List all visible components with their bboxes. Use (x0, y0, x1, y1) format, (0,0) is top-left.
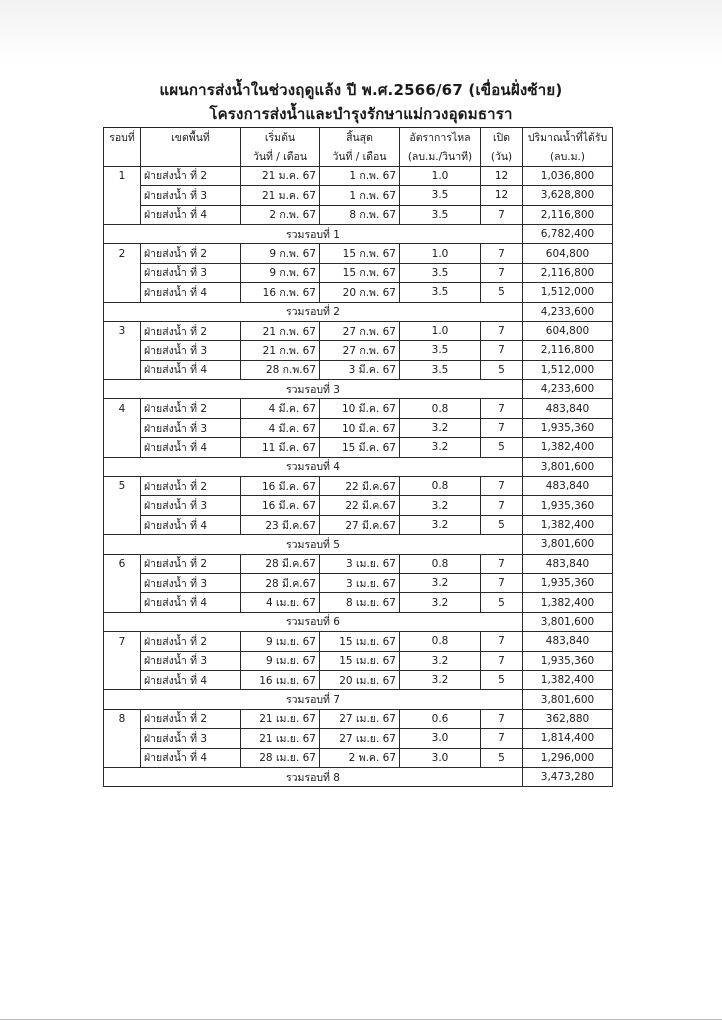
flow-rate-cell: 1.0 (400, 166, 481, 185)
end-date-cell: 3 มี.ค. 67 (320, 360, 400, 379)
volume-cell: 3,628,800 (523, 186, 613, 205)
start-date-cell: 21 เม.ย. 67 (241, 709, 320, 728)
end-date-cell: 20 ก.พ. 67 (320, 283, 400, 302)
scan-edge (0, 1019, 722, 1020)
flow-rate-cell: 3.0 (400, 729, 481, 748)
open-days-cell: 7 (481, 244, 523, 263)
start-date-cell: 2 ก.พ. 67 (241, 205, 320, 224)
end-date-cell: 8 ก.พ. 67 (320, 205, 400, 224)
flow-rate-cell: 0.8 (400, 477, 481, 496)
end-date-cell: 22 มี.ค.67 (320, 477, 400, 496)
header-rate: อัตราการไหล (400, 128, 481, 147)
open-days-cell: 5 (481, 283, 523, 302)
start-date-cell: 4 มี.ค. 67 (241, 418, 320, 437)
table-row (104, 321, 613, 340)
table-row (104, 748, 613, 767)
round-total-label: รวมรอบที่ 7 (104, 690, 523, 709)
table-row (104, 244, 613, 263)
round-number-blank (104, 341, 141, 360)
start-date-cell: 4 เม.ย. 67 (241, 593, 320, 612)
volume-cell: 604,800 (523, 244, 613, 263)
end-date-cell: 2 พ.ค. 67 (320, 748, 400, 767)
table-row (104, 651, 613, 670)
round-number-blank (104, 263, 141, 282)
start-date-cell: 21 ม.ค. 67 (241, 186, 320, 205)
table-row (104, 554, 613, 573)
open-days-cell: 5 (481, 515, 523, 534)
area-cell: ฝ่ายส่งน้ำ ที่ 3 (141, 729, 241, 748)
round-total-label: รวมรอบที่ 3 (104, 380, 523, 399)
flow-rate-cell: 3.2 (400, 651, 481, 670)
area-cell: ฝ่ายส่งน้ำ ที่ 2 (141, 399, 241, 418)
table-row (104, 573, 613, 592)
round-total-value: 4,233,600 (523, 302, 613, 321)
end-date-cell: 27 เม.ย. 67 (320, 709, 400, 728)
start-date-cell: 9 ก.พ. 67 (241, 263, 320, 282)
table-body (104, 166, 613, 787)
volume-cell: 1,512,000 (523, 360, 613, 379)
table-row (104, 632, 613, 651)
area-cell: ฝ่ายส่งน้ำ ที่ 2 (141, 554, 241, 573)
volume-cell: 2,116,800 (523, 263, 613, 282)
area-cell: ฝ่ายส่งน้ำ ที่ 4 (141, 593, 241, 612)
flow-rate-cell: 3.0 (400, 748, 481, 767)
header-round: รอบที่ (104, 128, 141, 147)
start-date-cell: 16 เม.ย. 67 (241, 670, 320, 689)
table-row (104, 593, 613, 612)
table-row (104, 205, 613, 224)
open-days-cell: 7 (481, 263, 523, 282)
open-days-cell: 7 (481, 205, 523, 224)
round-total-row (104, 690, 613, 709)
open-days-cell: 7 (481, 477, 523, 496)
document-subtitle: โครงการส่งน้ำและบำรุงรักษาแม่กวงอุดมธารา (209, 105, 513, 123)
round-total-row (104, 767, 613, 786)
round-total-value: 6,782,400 (523, 224, 613, 243)
volume-cell: 483,840 (523, 399, 613, 418)
start-date-cell: 23 มี.ค.67 (241, 515, 320, 534)
end-date-cell: 3 เม.ย. 67 (320, 573, 400, 592)
area-cell: ฝ่ายส่งน้ำ ที่ 3 (141, 418, 241, 437)
start-date-cell: 9 เม.ย. 67 (241, 651, 320, 670)
header-rate-unit: (ลบ.ม./วินาที) (400, 147, 481, 166)
end-date-cell: 27 มี.ค.67 (320, 515, 400, 534)
round-number-blank (104, 651, 141, 670)
round-total-row (104, 457, 613, 476)
round-number: 4 (104, 399, 141, 418)
start-date-cell: 16 ก.พ. 67 (241, 283, 320, 302)
round-total-row (104, 380, 613, 399)
table-row (104, 438, 613, 457)
open-days-cell: 7 (481, 399, 523, 418)
volume-cell: 1,935,360 (523, 651, 613, 670)
area-cell: ฝ่ายส่งน้ำ ที่ 2 (141, 709, 241, 728)
round-total-label: รวมรอบที่ 8 (104, 767, 523, 786)
flow-rate-cell: 3.2 (400, 496, 481, 515)
volume-cell: 1,512,000 (523, 283, 613, 302)
flow-rate-cell: 3.2 (400, 593, 481, 612)
start-date-cell: 28 ก.พ.67 (241, 360, 320, 379)
open-days-cell: 7 (481, 496, 523, 515)
area-cell: ฝ่ายส่งน้ำ ที่ 4 (141, 205, 241, 224)
table-row (104, 670, 613, 689)
round-number-blank (104, 748, 141, 767)
flow-rate-cell: 0.8 (400, 399, 481, 418)
round-total-row (104, 612, 613, 631)
document-title: แผนการส่งน้ำในช่วงฤดูแล้ง ปี พ.ศ.2566/67 (เขื่อนฝั่งซ้าย) (159, 81, 563, 99)
end-date-cell: 1 ก.พ. 67 (320, 166, 400, 185)
round-number-blank (104, 186, 141, 205)
header-row-top (104, 128, 613, 147)
area-cell: ฝ่ายส่งน้ำ ที่ 3 (141, 496, 241, 515)
header-row-bottom (104, 147, 613, 166)
round-number-blank (104, 205, 141, 224)
header-start: เริ่มต้น (241, 128, 320, 147)
round-number-blank (104, 283, 141, 302)
round-total-label: รวมรอบที่ 5 (104, 535, 523, 554)
scan-shading (0, 0, 722, 60)
open-days-cell: 7 (481, 632, 523, 651)
flow-rate-cell: 3.2 (400, 418, 481, 437)
flow-rate-cell: 3.5 (400, 283, 481, 302)
open-days-cell: 5 (481, 360, 523, 379)
table-row (104, 166, 613, 185)
round-total-value: 4,233,600 (523, 380, 613, 399)
end-date-cell: 20 เม.ย. 67 (320, 670, 400, 689)
start-date-cell: 9 ก.พ. 67 (241, 244, 320, 263)
open-days-cell: 7 (481, 554, 523, 573)
flow-rate-cell: 1.0 (400, 244, 481, 263)
end-date-cell: 27 ก.พ. 67 (320, 321, 400, 340)
volume-cell: 483,840 (523, 632, 613, 651)
volume-cell: 1,036,800 (523, 166, 613, 185)
round-total-value: 3,801,600 (523, 535, 613, 554)
volume-cell: 1,382,400 (523, 670, 613, 689)
open-days-cell: 7 (481, 321, 523, 340)
flow-rate-cell: 3.2 (400, 573, 481, 592)
round-number: 5 (104, 477, 141, 496)
end-date-cell: 22 มี.ค.67 (320, 496, 400, 515)
end-date-cell: 1 ก.พ. 67 (320, 186, 400, 205)
round-total-value: 3,473,280 (523, 767, 613, 786)
table-row (104, 186, 613, 205)
start-date-cell: 16 มี.ค. 67 (241, 496, 320, 515)
round-total-value: 3,801,600 (523, 690, 613, 709)
table-row (104, 515, 613, 534)
table-row (104, 729, 613, 748)
round-number-blank (104, 573, 141, 592)
area-cell: ฝ่ายส่งน้ำ ที่ 2 (141, 477, 241, 496)
round-number: 3 (104, 321, 141, 340)
start-date-cell: 21 ม.ค. 67 (241, 166, 320, 185)
volume-cell: 1,814,400 (523, 729, 613, 748)
round-number: 7 (104, 632, 141, 651)
area-cell: ฝ่ายส่งน้ำ ที่ 4 (141, 748, 241, 767)
end-date-cell: 10 มี.ค. 67 (320, 399, 400, 418)
area-cell: ฝ่ายส่งน้ำ ที่ 3 (141, 651, 241, 670)
header-open: เปิด (481, 128, 523, 147)
area-cell: ฝ่ายส่งน้ำ ที่ 4 (141, 670, 241, 689)
start-date-cell: 21 เม.ย. 67 (241, 729, 320, 748)
table-header (104, 128, 613, 167)
end-date-cell: 3 เม.ย. 67 (320, 554, 400, 573)
table-row (104, 360, 613, 379)
table-row (104, 477, 613, 496)
volume-cell: 1,382,400 (523, 438, 613, 457)
table-row (104, 709, 613, 728)
round-number-blank (104, 496, 141, 515)
start-date-cell: 28 มี.ค.67 (241, 573, 320, 592)
end-date-cell: 15 ก.พ. 67 (320, 263, 400, 282)
area-cell: ฝ่ายส่งน้ำ ที่ 3 (141, 341, 241, 360)
flow-rate-cell: 3.5 (400, 205, 481, 224)
flow-rate-cell: 3.5 (400, 360, 481, 379)
volume-cell: 604,800 (523, 321, 613, 340)
volume-cell: 2,116,800 (523, 205, 613, 224)
area-cell: ฝ่ายส่งน้ำ ที่ 2 (141, 321, 241, 340)
start-date-cell: 9 เม.ย. 67 (241, 632, 320, 651)
header-end: สิ้นสุด (320, 128, 400, 147)
start-date-cell: 28 มี.ค.67 (241, 554, 320, 573)
round-number: 6 (104, 554, 141, 573)
header-start-sub: วันที่ / เดือน (241, 147, 320, 166)
volume-cell: 1,935,360 (523, 573, 613, 592)
open-days-cell: 12 (481, 166, 523, 185)
area-cell: ฝ่ายส่งน้ำ ที่ 2 (141, 166, 241, 185)
table-row (104, 263, 613, 282)
table-row (104, 496, 613, 515)
open-days-cell: 12 (481, 186, 523, 205)
volume-cell: 483,840 (523, 477, 613, 496)
volume-cell: 2,116,800 (523, 341, 613, 360)
open-days-cell: 7 (481, 709, 523, 728)
round-total-row (104, 535, 613, 554)
flow-rate-cell: 0.6 (400, 709, 481, 728)
table-row (104, 418, 613, 437)
open-days-cell: 7 (481, 341, 523, 360)
round-number-blank (104, 438, 141, 457)
end-date-cell: 27 ก.พ. 67 (320, 341, 400, 360)
water-delivery-plan-table (103, 127, 613, 787)
open-days-cell: 7 (481, 651, 523, 670)
round-number: 8 (104, 709, 141, 728)
area-cell: ฝ่ายส่งน้ำ ที่ 2 (141, 244, 241, 263)
open-days-cell: 5 (481, 593, 523, 612)
area-cell: ฝ่ายส่งน้ำ ที่ 2 (141, 632, 241, 651)
round-number: 1 (104, 166, 141, 185)
header-round-blank (104, 147, 141, 166)
flow-rate-cell: 3.5 (400, 341, 481, 360)
area-cell: ฝ่ายส่งน้ำ ที่ 3 (141, 186, 241, 205)
table-row (104, 341, 613, 360)
start-date-cell: 28 เม.ย. 67 (241, 748, 320, 767)
end-date-cell: 15 เม.ย. 67 (320, 651, 400, 670)
round-total-label: รวมรอบที่ 6 (104, 612, 523, 631)
round-number-blank (104, 729, 141, 748)
start-date-cell: 21 ก.พ. 67 (241, 321, 320, 340)
volume-cell: 1,382,400 (523, 515, 613, 534)
round-total-label: รวมรอบที่ 1 (104, 224, 523, 243)
flow-rate-cell: 3.2 (400, 438, 481, 457)
volume-cell: 483,840 (523, 554, 613, 573)
area-cell: ฝ่ายส่งน้ำ ที่ 3 (141, 263, 241, 282)
area-cell: ฝ่ายส่งน้ำ ที่ 4 (141, 515, 241, 534)
open-days-cell: 7 (481, 573, 523, 592)
volume-cell: 1,935,360 (523, 418, 613, 437)
round-number-blank (104, 360, 141, 379)
flow-rate-cell: 3.5 (400, 186, 481, 205)
area-cell: ฝ่ายส่งน้ำ ที่ 4 (141, 438, 241, 457)
header-area: เขตพื้นที่ (141, 128, 241, 147)
volume-cell: 1,935,360 (523, 496, 613, 515)
flow-rate-cell: 3.2 (400, 670, 481, 689)
header-volume-unit: (ลบ.ม.) (523, 147, 613, 166)
round-number-blank (104, 670, 141, 689)
table-row (104, 399, 613, 418)
flow-rate-cell: 3.2 (400, 515, 481, 534)
round-number-blank (104, 418, 141, 437)
round-number-blank (104, 593, 141, 612)
open-days-cell: 5 (481, 748, 523, 767)
flow-rate-cell: 1.0 (400, 321, 481, 340)
round-total-row (104, 302, 613, 321)
header-volume: ปริมาณน้ำที่ได้รับ (523, 128, 613, 147)
open-days-cell: 7 (481, 418, 523, 437)
end-date-cell: 27 เม.ย. 67 (320, 729, 400, 748)
end-date-cell: 10 มี.ค. 67 (320, 418, 400, 437)
start-date-cell: 16 มี.ค. 67 (241, 477, 320, 496)
area-cell: ฝ่ายส่งน้ำ ที่ 4 (141, 283, 241, 302)
round-total-row (104, 224, 613, 243)
flow-rate-cell: 0.8 (400, 632, 481, 651)
end-date-cell: 15 ก.พ. 67 (320, 244, 400, 263)
start-date-cell: 11 มี.ค. 67 (241, 438, 320, 457)
end-date-cell: 15 เม.ย. 67 (320, 632, 400, 651)
round-number: 2 (104, 244, 141, 263)
header-area-blank (141, 147, 241, 166)
area-cell: ฝ่ายส่งน้ำ ที่ 4 (141, 360, 241, 379)
flow-rate-cell: 0.8 (400, 554, 481, 573)
flow-rate-cell: 3.5 (400, 263, 481, 282)
end-date-cell: 15 มี.ค. 67 (320, 438, 400, 457)
open-days-cell: 5 (481, 670, 523, 689)
volume-cell: 362,880 (523, 709, 613, 728)
round-total-label: รวมรอบที่ 2 (104, 302, 523, 321)
header-open-unit: (วัน) (481, 147, 523, 166)
round-total-value: 3,801,600 (523, 612, 613, 631)
volume-cell: 1,296,000 (523, 748, 613, 767)
header-end-sub: วันที่ / เดือน (320, 147, 400, 166)
round-total-value: 3,801,600 (523, 457, 613, 476)
area-cell: ฝ่ายส่งน้ำ ที่ 3 (141, 573, 241, 592)
round-total-label: รวมรอบที่ 4 (104, 457, 523, 476)
open-days-cell: 7 (481, 729, 523, 748)
start-date-cell: 21 ก.พ. 67 (241, 341, 320, 360)
round-number-blank (104, 515, 141, 534)
volume-cell: 1,382,400 (523, 593, 613, 612)
open-days-cell: 5 (481, 438, 523, 457)
end-date-cell: 8 เม.ย. 67 (320, 593, 400, 612)
start-date-cell: 4 มี.ค. 67 (241, 399, 320, 418)
table-row (104, 283, 613, 302)
